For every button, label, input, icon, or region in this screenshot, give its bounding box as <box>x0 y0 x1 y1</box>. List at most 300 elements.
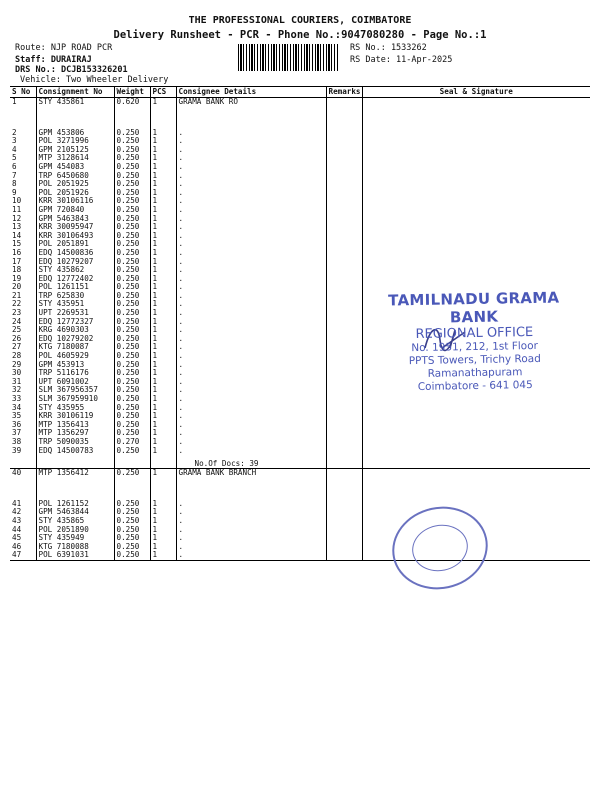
row-weight: 0.250 <box>114 292 150 301</box>
row-weight: 0.250 <box>114 223 150 232</box>
row-spacer <box>10 478 590 500</box>
row-weight: 0.250 <box>114 543 150 552</box>
row-consignee: . <box>176 283 326 292</box>
row-sno: 23 <box>10 309 36 318</box>
row-seal-signature <box>362 508 590 517</box>
row-remarks <box>326 283 362 292</box>
row-consignee: . <box>176 421 326 430</box>
row-remarks <box>326 98 362 107</box>
row-remarks <box>326 343 362 352</box>
row-pcs: 1 <box>150 412 176 421</box>
row-sno: 15 <box>10 240 36 249</box>
row-seal-signature <box>362 447 590 456</box>
row-weight: 0.250 <box>114 369 150 378</box>
row-sno: 31 <box>10 378 36 387</box>
table-row <box>10 447 590 456</box>
row-consignment-no: KRR 30106119 <box>36 412 114 421</box>
row-sno: 33 <box>10 395 36 404</box>
row-consignment-no: EDQ 14500836 <box>36 249 114 258</box>
row-pcs: 1 <box>150 275 176 284</box>
row-pcs: 1 <box>150 352 176 361</box>
row-consignment-no: KRG 4690303 <box>36 326 114 335</box>
row-weight: 0.250 <box>114 551 150 560</box>
row-pcs: 1 <box>150 232 176 241</box>
col-header-seal: Seal & Signature <box>362 87 590 98</box>
row-consignment-no: POL 2051926 <box>36 189 114 198</box>
row-pcs: 1 <box>150 266 176 275</box>
row-consignment-no: SLM 367956357 <box>36 386 114 395</box>
row-consignment-no: TRP 625830 <box>36 292 114 301</box>
row-pcs: 1 <box>150 534 176 543</box>
row-remarks <box>326 438 362 447</box>
row-consignee: . <box>176 517 326 526</box>
row-consignee: . <box>176 154 326 163</box>
row-weight: 0.250 <box>114 206 150 215</box>
row-weight: 0.270 <box>114 438 150 447</box>
row-remarks <box>326 361 362 370</box>
row-pcs: 1 <box>150 500 176 509</box>
row-pcs: 1 <box>150 215 176 224</box>
row-pcs: 1 <box>150 421 176 430</box>
row-consignee: . <box>176 395 326 404</box>
row-weight: 0.250 <box>114 386 150 395</box>
row-sno: 8 <box>10 180 36 189</box>
row-pcs: 1 <box>150 386 176 395</box>
row-consignee: . <box>176 429 326 438</box>
row-remarks <box>326 240 362 249</box>
row-remarks <box>326 300 362 309</box>
row-pcs: 1 <box>150 469 176 478</box>
row-consignment-no: EDQ 12772327 <box>36 318 114 327</box>
row-weight: 0.250 <box>114 258 150 267</box>
row-consignee: . <box>176 249 326 258</box>
table-row <box>10 206 590 215</box>
row-weight: 0.250 <box>114 189 150 198</box>
row-weight: 0.250 <box>114 378 150 387</box>
row-consignment-no: EDQ 10279202 <box>36 335 114 344</box>
table-row <box>10 163 590 172</box>
row-pcs: 1 <box>150 154 176 163</box>
row-consignment-no: STY 435951 <box>36 300 114 309</box>
table-row <box>10 404 590 413</box>
col-header-consignee: Consignee Details <box>176 87 326 98</box>
row-weight: 0.250 <box>114 240 150 249</box>
row-pcs: 1 <box>150 137 176 146</box>
row-weight: 0.250 <box>114 300 150 309</box>
row-sno: 43 <box>10 517 36 526</box>
row-remarks <box>326 395 362 404</box>
row-pcs: 1 <box>150 551 176 560</box>
row-sno: 24 <box>10 318 36 327</box>
row-consignment-no: GPM 2105125 <box>36 146 114 155</box>
col-header-sno: S No <box>10 87 36 98</box>
row-seal-signature <box>362 232 590 241</box>
row-seal-signature <box>362 137 590 146</box>
row-consignee: GRAMA BANK RO <box>176 98 326 107</box>
row-pcs: 1 <box>150 249 176 258</box>
table-row <box>10 249 590 258</box>
table-row <box>10 266 590 275</box>
row-pcs: 1 <box>150 508 176 517</box>
row-consignment-no: STY 435865 <box>36 517 114 526</box>
stamp-address-2: PPTS Towers, Trichy Road <box>408 352 541 368</box>
table-row <box>10 469 590 478</box>
row-weight: 0.620 <box>114 98 150 107</box>
row-sno: 3 <box>10 137 36 146</box>
row-pcs: 1 <box>150 300 176 309</box>
stamp-address-3: Ramanathapuram <box>427 366 523 380</box>
row-seal-signature <box>362 412 590 421</box>
row-weight: 0.250 <box>114 318 150 327</box>
row-weight: 0.250 <box>114 172 150 181</box>
row-consignee: . <box>176 318 326 327</box>
row-consignment-no: TRP 6450680 <box>36 172 114 181</box>
row-pcs: 1 <box>150 404 176 413</box>
row-consignee: . <box>176 197 326 206</box>
row-consignee: . <box>176 386 326 395</box>
row-remarks <box>326 258 362 267</box>
row-consignment-no: KTG 7180087 <box>36 343 114 352</box>
row-remarks <box>326 309 362 318</box>
row-pcs: 1 <box>150 146 176 155</box>
row-sno: 28 <box>10 352 36 361</box>
row-consignee: . <box>176 137 326 146</box>
row-weight: 0.250 <box>114 517 150 526</box>
row-pcs: 1 <box>150 292 176 301</box>
row-consignment-no: STY 435861 <box>36 98 114 107</box>
row-consignee: . <box>176 215 326 224</box>
row-remarks <box>326 369 362 378</box>
row-consignment-no: KRR 30106116 <box>36 197 114 206</box>
row-seal-signature <box>362 163 590 172</box>
row-remarks <box>326 249 362 258</box>
row-weight: 0.250 <box>114 197 150 206</box>
table-row <box>10 129 590 138</box>
table-row <box>10 258 590 267</box>
row-consignment-no: MTP 1356413 <box>36 421 114 430</box>
row-consignment-no: MTP 3128614 <box>36 154 114 163</box>
row-consignee: . <box>176 369 326 378</box>
row-remarks <box>326 543 362 552</box>
row-consignee: . <box>176 335 326 344</box>
row-sno: 11 <box>10 206 36 215</box>
row-consignment-no: POL 2051925 <box>36 180 114 189</box>
row-remarks <box>326 508 362 517</box>
row-weight: 0.250 <box>114 500 150 509</box>
row-remarks <box>326 232 362 241</box>
row-consignment-no: KRR 30095947 <box>36 223 114 232</box>
row-seal-signature <box>362 197 590 206</box>
row-seal-signature <box>362 438 590 447</box>
row-consignee: . <box>176 129 326 138</box>
row-pcs: 1 <box>150 526 176 535</box>
table-row <box>10 508 590 517</box>
row-consignee: . <box>176 180 326 189</box>
company-title: THE PROFESSIONAL COURIERS, COIMBATORE <box>188 15 412 26</box>
row-pcs: 1 <box>150 429 176 438</box>
row-seal-signature <box>362 129 590 138</box>
row-consignee: . <box>176 326 326 335</box>
row-consignee: . <box>176 206 326 215</box>
row-seal-signature <box>362 189 590 198</box>
table-row <box>10 438 590 447</box>
row-pcs: 1 <box>150 283 176 292</box>
row-sno: 39 <box>10 447 36 456</box>
row-remarks <box>326 318 362 327</box>
row-weight: 0.250 <box>114 343 150 352</box>
row-remarks <box>326 215 362 224</box>
row-remarks <box>326 404 362 413</box>
row-consignee: . <box>176 438 326 447</box>
row-weight: 0.250 <box>114 146 150 155</box>
row-remarks <box>326 163 362 172</box>
table-row <box>10 421 590 430</box>
row-consignee: . <box>176 508 326 517</box>
row-pcs: 1 <box>150 180 176 189</box>
row-consignment-no: POL 2051890 <box>36 526 114 535</box>
row-pcs: 1 <box>150 240 176 249</box>
row-pcs: 1 <box>150 189 176 198</box>
docs-count-row <box>10 455 590 469</box>
row-sno: 47 <box>10 551 36 560</box>
staff-line: Staff: DURAIRAJ <box>15 55 92 65</box>
row-sno: 38 <box>10 438 36 447</box>
row-consignment-no: GPM 720840 <box>36 206 114 215</box>
row-remarks <box>326 197 362 206</box>
row-sno: 5 <box>10 154 36 163</box>
table-row <box>10 154 590 163</box>
row-consignee: . <box>176 526 326 535</box>
row-seal-signature <box>362 240 590 249</box>
row-seal-signature <box>362 154 590 163</box>
table-row <box>10 551 590 560</box>
bank-office-stamp <box>371 288 578 395</box>
row-consignment-no: KRR 30106493 <box>36 232 114 241</box>
row-sno: 25 <box>10 326 36 335</box>
row-sno: 1 <box>10 98 36 107</box>
row-sno: 2 <box>10 129 36 138</box>
row-remarks <box>326 335 362 344</box>
row-seal-signature <box>362 172 590 181</box>
row-consignee: . <box>176 172 326 181</box>
row-remarks <box>326 172 362 181</box>
row-sno: 37 <box>10 429 36 438</box>
col-header-pcs: PCS <box>150 87 176 98</box>
row-consignment-no: KTG 7180088 <box>36 543 114 552</box>
table-row <box>10 526 590 535</box>
row-weight: 0.250 <box>114 180 150 189</box>
vehicle-line: Vehicle: Two Wheeler Delivery <box>20 75 169 85</box>
row-remarks <box>326 223 362 232</box>
row-consignment-no: MTP 1356297 <box>36 429 114 438</box>
row-seal-signature <box>362 206 590 215</box>
row-sno: 10 <box>10 197 36 206</box>
row-consignment-no: EDQ 14500783 <box>36 447 114 456</box>
table-row <box>10 395 590 404</box>
row-sno: 4 <box>10 146 36 155</box>
row-remarks <box>326 526 362 535</box>
row-consignment-no: POL 1261151 <box>36 283 114 292</box>
row-consignee: . <box>176 447 326 456</box>
row-consignment-no: GPM 453806 <box>36 129 114 138</box>
row-consignee: . <box>176 343 326 352</box>
row-consignment-no: STY 435862 <box>36 266 114 275</box>
rs-date: RS Date: 11-Apr-2025 <box>350 55 453 65</box>
row-remarks <box>326 352 362 361</box>
row-sno: 30 <box>10 369 36 378</box>
row-remarks <box>326 189 362 198</box>
row-sno: 44 <box>10 526 36 535</box>
row-seal-signature <box>362 500 590 509</box>
row-weight: 0.250 <box>114 163 150 172</box>
row-pcs: 1 <box>150 517 176 526</box>
row-spacer <box>10 107 590 129</box>
row-consignee: . <box>176 275 326 284</box>
row-pcs: 1 <box>150 197 176 206</box>
row-weight: 0.250 <box>114 534 150 543</box>
row-weight: 0.250 <box>114 129 150 138</box>
row-remarks <box>326 517 362 526</box>
row-consignment-no: EDQ 10279207 <box>36 258 114 267</box>
row-remarks <box>326 137 362 146</box>
row-consignment-no: POL 4605929 <box>36 352 114 361</box>
row-weight: 0.250 <box>114 249 150 258</box>
row-weight: 0.250 <box>114 275 150 284</box>
row-pcs: 1 <box>150 98 176 107</box>
row-consignee: . <box>176 412 326 421</box>
row-weight: 0.250 <box>114 137 150 146</box>
row-weight: 0.250 <box>114 309 150 318</box>
row-seal-signature <box>362 258 590 267</box>
table-row <box>10 98 590 107</box>
row-consignment-no: TRP 5090035 <box>36 438 114 447</box>
row-pcs: 1 <box>150 335 176 344</box>
row-sno: 18 <box>10 266 36 275</box>
row-pcs: 1 <box>150 258 176 267</box>
row-sno: 9 <box>10 189 36 198</box>
row-remarks <box>326 292 362 301</box>
row-weight: 0.250 <box>114 266 150 275</box>
row-sno: 40 <box>10 469 36 478</box>
stamp-address-4: Coimbatore - 641 045 <box>417 378 533 393</box>
row-remarks <box>326 421 362 430</box>
row-consignment-no: STY 435955 <box>36 404 114 413</box>
row-sno: 42 <box>10 508 36 517</box>
row-seal-signature <box>362 421 590 430</box>
table-row <box>10 240 590 249</box>
row-seal-signature <box>362 146 590 155</box>
row-sno: 41 <box>10 500 36 509</box>
stamp-office: REGIONAL OFFICE <box>415 324 534 343</box>
row-consignee: . <box>176 352 326 361</box>
row-pcs: 1 <box>150 361 176 370</box>
row-sno: 12 <box>10 215 36 224</box>
barcode-image <box>238 44 338 71</box>
row-weight: 0.250 <box>114 395 150 404</box>
row-consignment-no: POL 6391031 <box>36 551 114 560</box>
row-consignee: . <box>176 266 326 275</box>
drs-number: DRS No.: DCJB153326201 <box>15 65 128 75</box>
table-row <box>10 275 590 284</box>
row-consignee: . <box>176 146 326 155</box>
table-row <box>10 215 590 224</box>
row-remarks <box>326 154 362 163</box>
row-weight: 0.250 <box>114 412 150 421</box>
route-line: Route: NJP ROAD PCR <box>15 43 113 53</box>
col-header-consignment: Consignment No <box>36 87 114 98</box>
row-consignee: . <box>176 292 326 301</box>
seal-inner-ring <box>408 520 472 577</box>
row-weight: 0.250 <box>114 335 150 344</box>
row-sno: 29 <box>10 361 36 370</box>
row-weight: 0.250 <box>114 447 150 456</box>
table-row <box>10 500 590 509</box>
table-row <box>10 146 590 155</box>
row-seal-signature <box>362 266 590 275</box>
row-consignee: . <box>176 534 326 543</box>
row-pcs: 1 <box>150 543 176 552</box>
row-seal-signature <box>362 223 590 232</box>
row-sno: 35 <box>10 412 36 421</box>
row-pcs: 1 <box>150 163 176 172</box>
row-consignment-no: UPT 2269531 <box>36 309 114 318</box>
row-seal-signature <box>362 98 590 107</box>
row-sno: 19 <box>10 275 36 284</box>
row-consignment-no: POL 2051891 <box>36 240 114 249</box>
row-weight: 0.250 <box>114 404 150 413</box>
table-row <box>10 429 590 438</box>
col-header-weight: Weight <box>114 87 150 98</box>
row-sno: 36 <box>10 421 36 430</box>
row-sno: 14 <box>10 232 36 241</box>
row-remarks <box>326 275 362 284</box>
row-seal-signature <box>362 215 590 224</box>
row-weight: 0.250 <box>114 215 150 224</box>
row-seal-signature <box>362 180 590 189</box>
row-remarks <box>326 129 362 138</box>
row-pcs: 1 <box>150 438 176 447</box>
row-weight: 0.250 <box>114 526 150 535</box>
row-remarks <box>326 326 362 335</box>
row-remarks <box>326 146 362 155</box>
row-remarks <box>326 551 362 560</box>
row-consignee: GRAMA BANK BRANCH <box>176 469 326 478</box>
row-consignee: . <box>176 189 326 198</box>
stamp-bank-name: TAMILNADU GRAMA BANK <box>387 288 560 327</box>
row-consignee: . <box>176 361 326 370</box>
row-sno: 13 <box>10 223 36 232</box>
table-row <box>10 534 590 543</box>
row-weight: 0.250 <box>114 361 150 370</box>
row-pcs: 1 <box>150 326 176 335</box>
row-remarks <box>326 206 362 215</box>
row-pcs: 1 <box>150 309 176 318</box>
row-seal-signature <box>362 275 590 284</box>
row-pcs: 1 <box>150 369 176 378</box>
row-sno: 45 <box>10 534 36 543</box>
row-consignment-no: SLM 367959910 <box>36 395 114 404</box>
row-weight: 0.250 <box>114 326 150 335</box>
row-consignment-no: UPT 6091002 <box>36 378 114 387</box>
table-row <box>10 543 590 552</box>
row-weight: 0.250 <box>114 429 150 438</box>
row-pcs: 1 <box>150 223 176 232</box>
row-consignment-no: POL 1261152 <box>36 500 114 509</box>
row-consignee: . <box>176 300 326 309</box>
row-remarks <box>326 378 362 387</box>
row-consignment-no: STY 435949 <box>36 534 114 543</box>
table-header-row <box>10 87 590 98</box>
